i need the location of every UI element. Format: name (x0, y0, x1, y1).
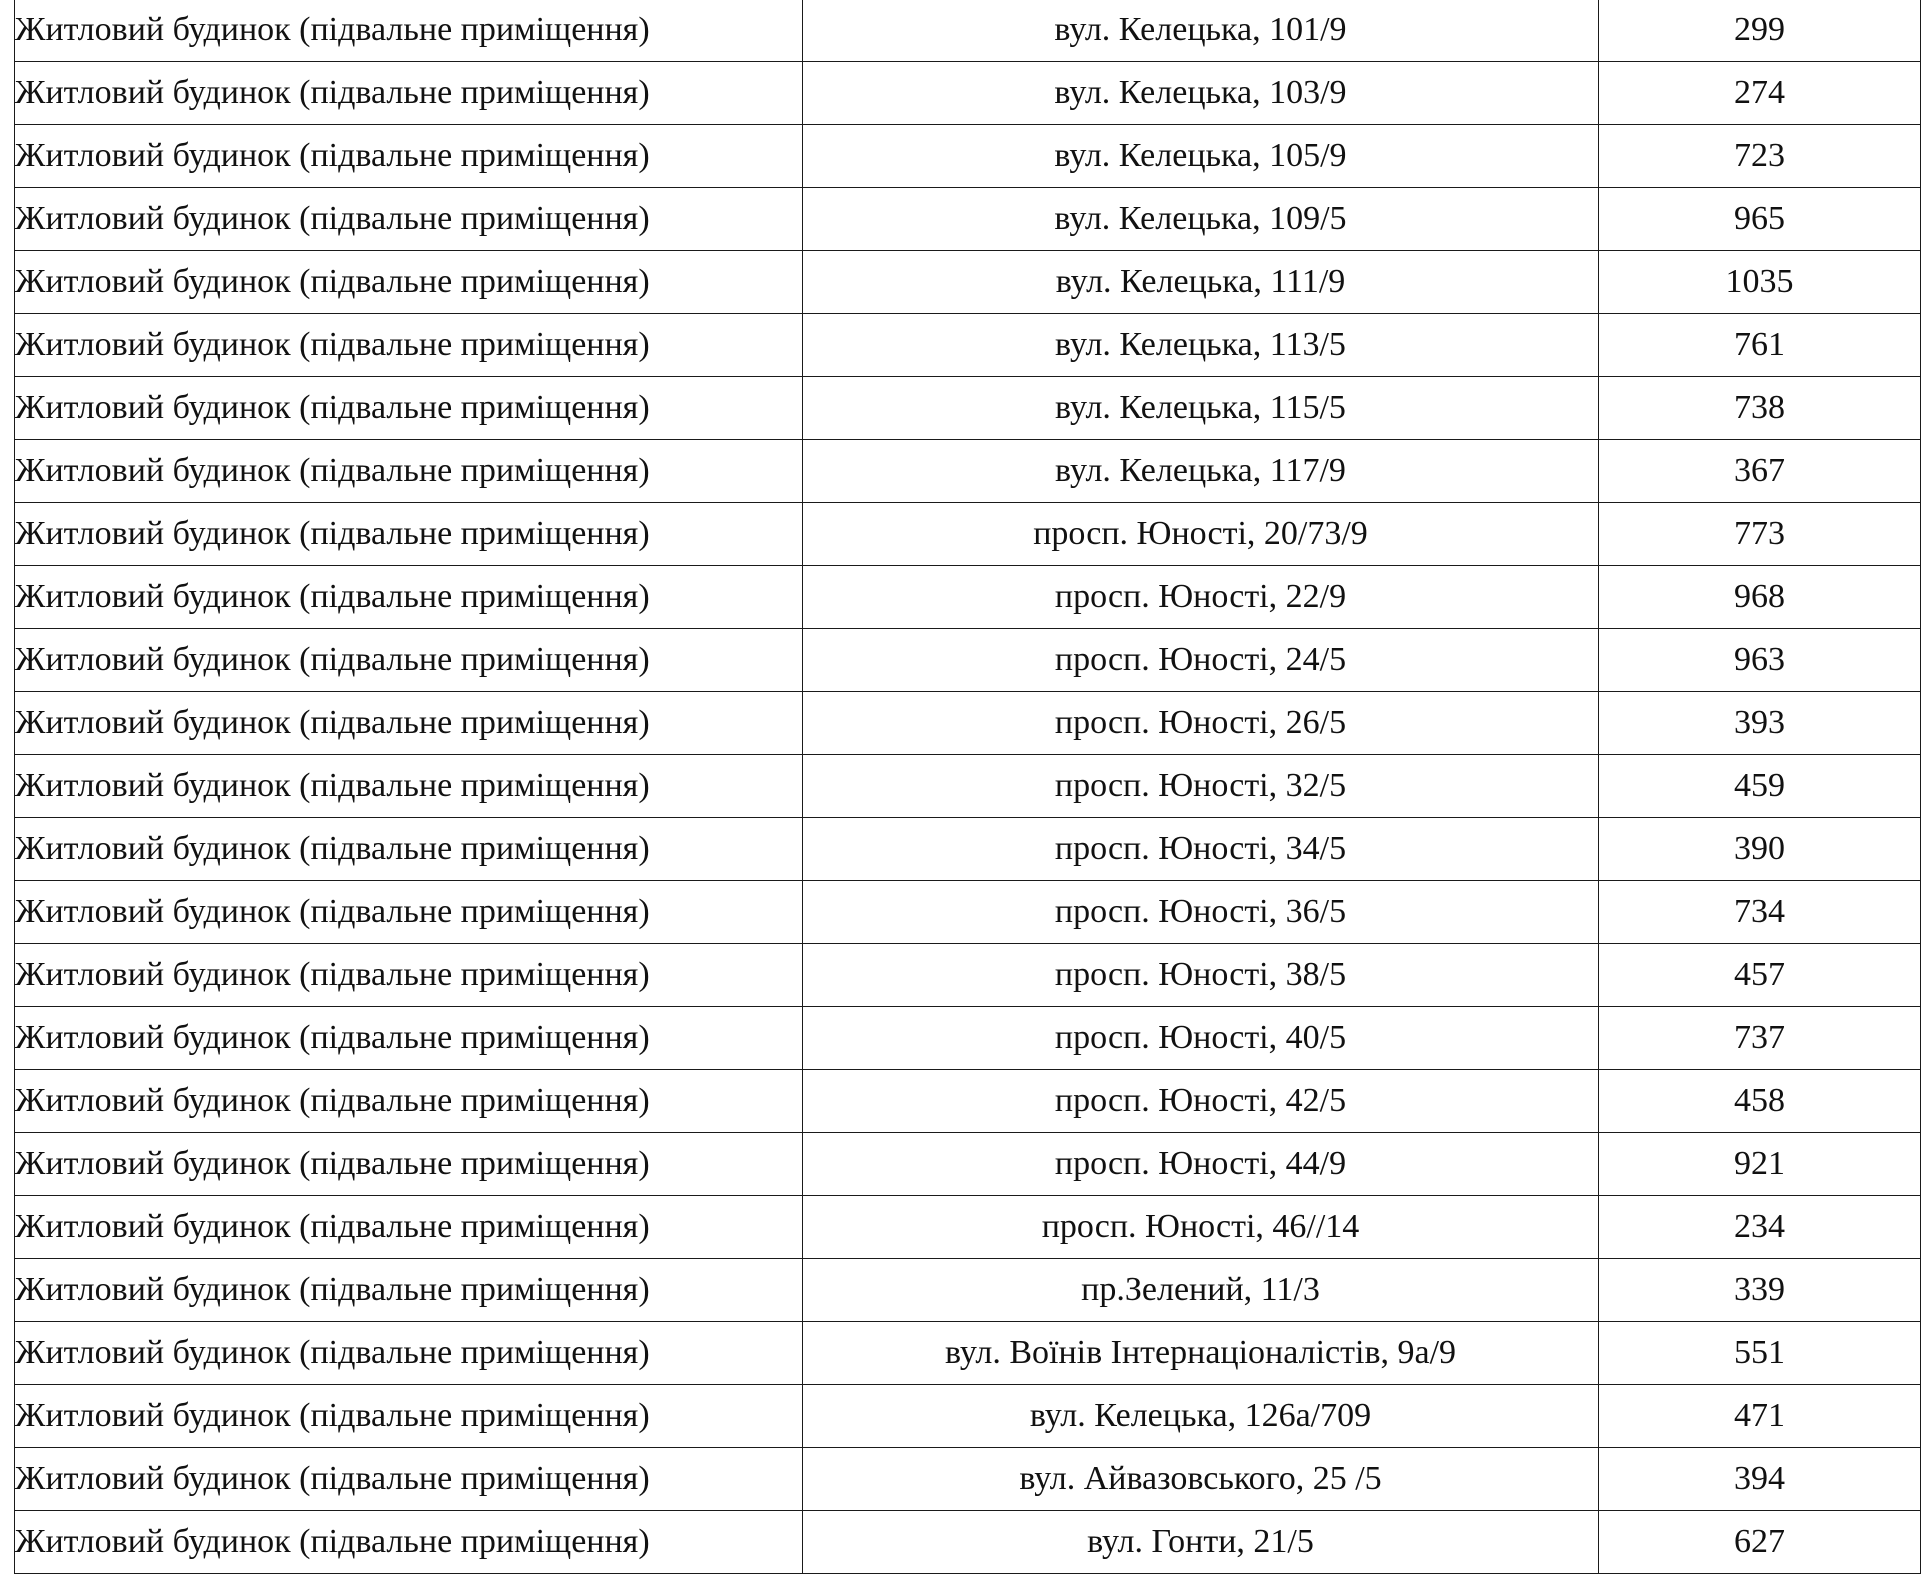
table-row (15, 566, 1921, 629)
table-row (15, 755, 1921, 818)
building-type-cell: Житловий будинок (підвальне приміщення) (15, 377, 803, 440)
capacity-cell: 458 (1599, 1070, 1921, 1133)
address-cell: просп. Юності, 32/5 (803, 755, 1599, 818)
address-cell: вул. Воїнів Інтернаціоналістів, 9а/9 (803, 1322, 1599, 1385)
address-cell: просп. Юності, 42/5 (803, 1070, 1599, 1133)
address-cell: вул. Айвазовського, 25 /5 (803, 1448, 1599, 1511)
address-cell: просп. Юності, 36/5 (803, 881, 1599, 944)
table-row (15, 377, 1921, 440)
address-cell: просп. Юності, 22/9 (803, 566, 1599, 629)
capacity-cell: 761 (1599, 314, 1921, 377)
building-type-cell: Житловий будинок (підвальне приміщення) (15, 62, 803, 125)
capacity-cell: 773 (1599, 503, 1921, 566)
building-type-cell: Житловий будинок (підвальне приміщення) (15, 1133, 803, 1196)
building-type-cell: Житловий будинок (підвальне приміщення) (15, 1448, 803, 1511)
building-type-cell: Житловий будинок (підвальне приміщення) (15, 0, 803, 62)
building-type-cell: Житловий будинок (підвальне приміщення) (15, 1259, 803, 1322)
table-row (15, 251, 1921, 314)
table-row (15, 818, 1921, 881)
capacity-cell: 921 (1599, 1133, 1921, 1196)
building-type-cell: Житловий будинок (підвальне приміщення) (15, 566, 803, 629)
table-row (15, 1385, 1921, 1448)
building-type-cell: Житловий будинок (підвальне приміщення) (15, 1070, 803, 1133)
building-type-cell: Житловий будинок (підвальне приміщення) (15, 818, 803, 881)
address-cell: вул. Келецька, 101/9 (803, 0, 1599, 62)
table-row (15, 1448, 1921, 1511)
building-type-cell: Житловий будинок (підвальне приміщення) (15, 1196, 803, 1259)
table-row (15, 0, 1921, 62)
capacity-cell: 734 (1599, 881, 1921, 944)
address-cell: просп. Юності, 20/73/9 (803, 503, 1599, 566)
capacity-cell: 457 (1599, 944, 1921, 1007)
address-cell: вул. Келецька, 105/9 (803, 125, 1599, 188)
table-row (15, 440, 1921, 503)
building-type-cell: Житловий будинок (підвальне приміщення) (15, 692, 803, 755)
table-row (15, 1322, 1921, 1385)
table-row (15, 188, 1921, 251)
table-row (15, 1070, 1921, 1133)
table-row (15, 503, 1921, 566)
capacity-cell: 737 (1599, 1007, 1921, 1070)
capacity-cell: 390 (1599, 818, 1921, 881)
address-cell: просп. Юності, 34/5 (803, 818, 1599, 881)
address-cell: вул. Келецька, 111/9 (803, 251, 1599, 314)
building-type-cell: Житловий будинок (підвальне приміщення) (15, 755, 803, 818)
table-row (15, 629, 1921, 692)
table-row (15, 881, 1921, 944)
building-type-cell: Житловий будинок (підвальне приміщення) (15, 1511, 803, 1574)
address-cell: вул. Келецька, 113/5 (803, 314, 1599, 377)
capacity-cell: 459 (1599, 755, 1921, 818)
capacity-cell: 339 (1599, 1259, 1921, 1322)
capacity-cell: 1035 (1599, 251, 1921, 314)
capacity-cell: 274 (1599, 62, 1921, 125)
table-row (15, 314, 1921, 377)
building-type-cell: Житловий будинок (підвальне приміщення) (15, 251, 803, 314)
table-row (15, 1133, 1921, 1196)
shelters-table (14, 0, 1921, 1574)
building-type-cell: Житловий будинок (підвальне приміщення) (15, 314, 803, 377)
building-type-cell: Житловий будинок (підвальне приміщення) (15, 944, 803, 1007)
table-row (15, 1007, 1921, 1070)
building-type-cell: Житловий будинок (підвальне приміщення) (15, 1007, 803, 1070)
address-cell: вул. Келецька, 103/9 (803, 62, 1599, 125)
address-cell: просп. Юності, 26/5 (803, 692, 1599, 755)
capacity-cell: 234 (1599, 1196, 1921, 1259)
address-cell: просп. Юності, 46//14 (803, 1196, 1599, 1259)
capacity-cell: 471 (1599, 1385, 1921, 1448)
building-type-cell: Житловий будинок (підвальне приміщення) (15, 1385, 803, 1448)
address-cell: пр.Зелений, 11/3 (803, 1259, 1599, 1322)
capacity-cell: 723 (1599, 125, 1921, 188)
capacity-cell: 367 (1599, 440, 1921, 503)
address-cell: вул. Келецька, 109/5 (803, 188, 1599, 251)
building-type-cell: Житловий будинок (підвальне приміщення) (15, 503, 803, 566)
address-cell: вул. Келецька, 126а/709 (803, 1385, 1599, 1448)
capacity-cell: 968 (1599, 566, 1921, 629)
capacity-cell: 393 (1599, 692, 1921, 755)
table-body (15, 0, 1921, 1574)
address-cell: просп. Юності, 38/5 (803, 944, 1599, 1007)
table-row (15, 1196, 1921, 1259)
capacity-cell: 394 (1599, 1448, 1921, 1511)
table-row (15, 692, 1921, 755)
capacity-cell: 965 (1599, 188, 1921, 251)
table-row (15, 1259, 1921, 1322)
address-cell: просп. Юності, 40/5 (803, 1007, 1599, 1070)
capacity-cell: 627 (1599, 1511, 1921, 1574)
address-cell: просп. Юності, 24/5 (803, 629, 1599, 692)
table-row (15, 1511, 1921, 1574)
capacity-cell: 738 (1599, 377, 1921, 440)
capacity-cell: 299 (1599, 0, 1921, 62)
table-row (15, 125, 1921, 188)
capacity-cell: 551 (1599, 1322, 1921, 1385)
building-type-cell: Житловий будинок (підвальне приміщення) (15, 1322, 803, 1385)
capacity-cell: 963 (1599, 629, 1921, 692)
table-row (15, 62, 1921, 125)
address-cell: просп. Юності, 44/9 (803, 1133, 1599, 1196)
building-type-cell: Житловий будинок (підвальне приміщення) (15, 188, 803, 251)
building-type-cell: Житловий будинок (підвальне приміщення) (15, 881, 803, 944)
address-cell: вул. Гонти, 21/5 (803, 1511, 1599, 1574)
building-type-cell: Житловий будинок (підвальне приміщення) (15, 125, 803, 188)
address-cell: вул. Келецька, 117/9 (803, 440, 1599, 503)
address-cell: вул. Келецька, 115/5 (803, 377, 1599, 440)
building-type-cell: Житловий будинок (підвальне приміщення) (15, 629, 803, 692)
building-type-cell: Житловий будинок (підвальне приміщення) (15, 440, 803, 503)
table-row (15, 944, 1921, 1007)
